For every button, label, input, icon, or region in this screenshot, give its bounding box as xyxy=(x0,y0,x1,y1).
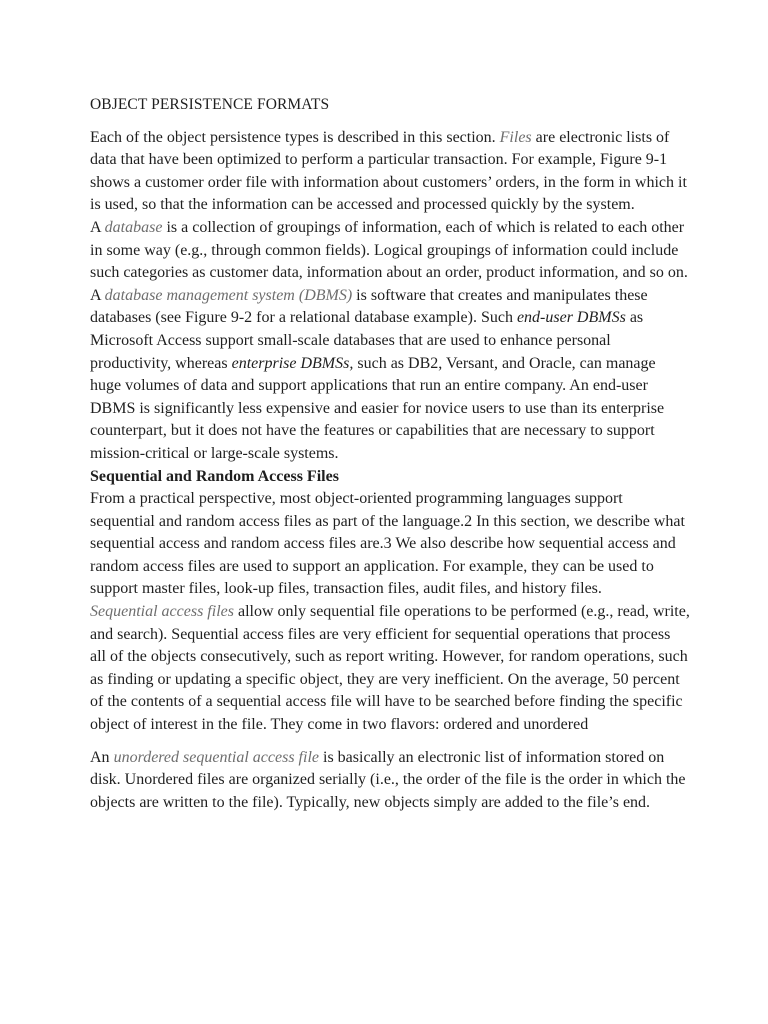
paragraph-text: Each of the object persistence types is described in this section. xyxy=(90,128,500,146)
paragraph-database xyxy=(90,217,690,466)
paragraph-text: are electronic lists of data that have been optimized to perform a particular transaction. For example, Figure 9-1 shows a customer order file with information about customers’ orders, in the form in which it is used, so that the information can be accessed and processed quickly by the system. xyxy=(90,128,687,214)
paragraph-text: is basically an electronic list of information stored on disk. Unordered files are organized serially (i.e., the order of the file is the order in which the objects are written to the file). Typically, new objects simply are added to the file’s end. xyxy=(90,748,686,811)
document-body xyxy=(90,94,690,814)
paragraph-text: is software that creates and manipulates these databases (see Figure 9-2 for a relational database example). Such xyxy=(90,286,648,327)
paragraph-files xyxy=(90,127,690,217)
section-heading: Sequential and Random Access Files xyxy=(90,467,339,485)
document-title: OBJECT PERSISTENCE FORMATS xyxy=(90,96,330,113)
term-files: Files xyxy=(499,128,532,146)
term-enterprise-dbms: enterprise DBMSs, xyxy=(231,354,354,372)
paragraph-text: allow only sequential file operations to be performed (e.g., read, write, and search). Sequential access files are very efficient for sequential operations that process all of the objects consecutively, such as report writing. However, for random operations, such as finding or updating a specific object, they are very inefficient. On the average, 50 percent of the contents of a sequential access file will have to be searched before finding the specific object of interest in the file. They come in two flavors: ordered and unordered xyxy=(90,603,690,734)
paragraph-practical: From a practical perspective, most object-oriented programming languages support sequential and random access files as part of the language.2 In this section, we describe what sequential access and random access files are.3 We also describe how sequential access and random access files are used to support an application. For example, they can be used to support master files, look-up files, transaction files, audit files, and history files. xyxy=(90,490,685,598)
term-sequential-access-files: Sequential access files xyxy=(90,603,234,621)
paragraph-text: is a collection of groupings of information, each of which is related to each other in some way (e.g., through common fields). Logical groupings of information could include such categories as customer data, information about an order, product information, and so on. A xyxy=(90,218,688,304)
paragraph-text: as Microsoft Access support small-scale databases that are used to enhance personal productivity, whereas xyxy=(90,309,644,372)
term-unordered-sequential-access-file: unordered sequential access file xyxy=(113,748,319,766)
paragraph-text: An xyxy=(90,748,114,766)
term-dbms: database management system (DBMS) xyxy=(104,286,353,304)
paragraph-text: A xyxy=(90,218,105,236)
paragraph-text: such as DB2, Versant, and Oracle, can manage huge volumes of data and support applications that run an entire company. An end-user DBMS is significantly less expensive and easier for novice users to use than its enterprise counterpart, but it does not have the features or capabilities that are necessary to support mission-critical or large-scale systems. xyxy=(90,354,665,462)
paragraph-unordered xyxy=(90,747,690,815)
paragraph-sequential xyxy=(90,601,690,737)
term-database: database xyxy=(104,218,163,236)
term-end-user-dbms: end-user DBMSs xyxy=(516,309,626,327)
